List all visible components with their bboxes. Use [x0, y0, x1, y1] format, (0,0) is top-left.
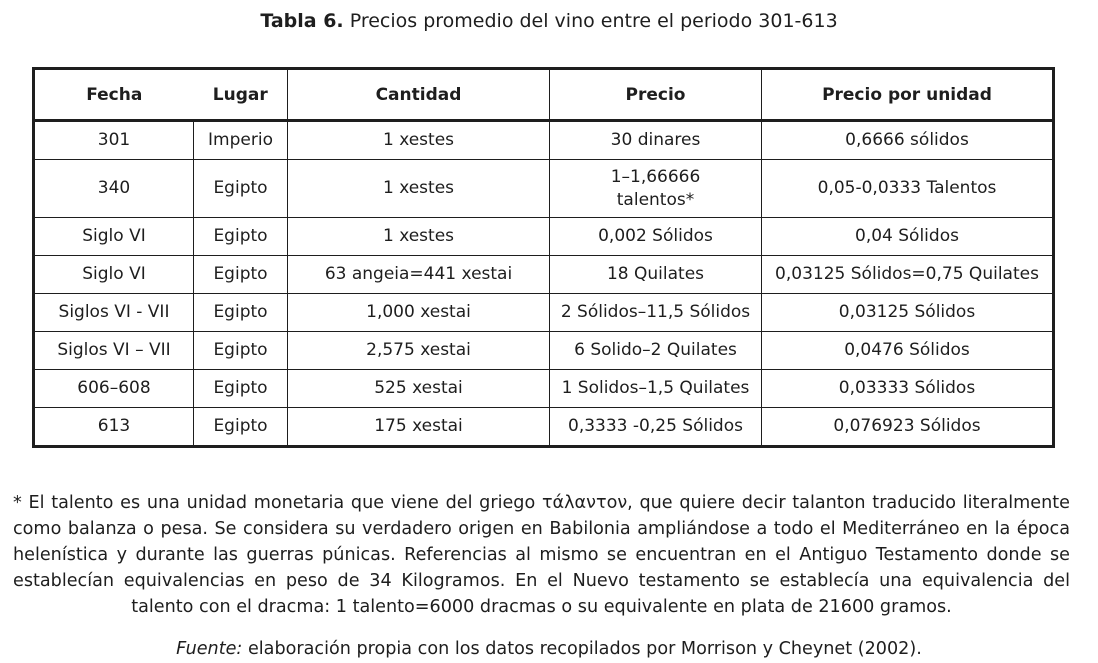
cell-cantidad: 1 xestes [288, 160, 550, 218]
header-cantidad: Cantidad [288, 69, 550, 121]
cell-precio-por-unidad: 0,04 Sólidos [762, 218, 1054, 256]
cell-cantidad: 525 xestai [288, 370, 550, 408]
cell-precio: 6 Solido–2 Quilates [550, 332, 762, 370]
table-row [34, 256, 1054, 294]
header-precio: Precio [550, 69, 762, 121]
table-row [34, 121, 1054, 160]
cell-precio: 1 Solidos–1,5 Quilates [550, 370, 762, 408]
cell-fecha: Siglos VI - VII [34, 294, 194, 332]
table-row [34, 370, 1054, 408]
header-lugar: Lugar [194, 69, 288, 121]
cell-cantidad: 1 xestes [288, 218, 550, 256]
cell-fecha: 301 [34, 121, 194, 160]
cell-lugar: Egipto [194, 408, 288, 447]
cell-fecha: 606–608 [34, 370, 194, 408]
table-caption-label: Tabla 6. [260, 10, 344, 32]
header-fecha: Fecha [34, 69, 194, 121]
cell-lugar: Egipto [194, 294, 288, 332]
footnote: * El talento es una unidad monetaria que viene del griego τάλαντον, que quiere decir talanton traducido literalmente como balanza o pesa. Se considera su verdadero origen en Babilonia ampliándose a todo el Mediterráneo en la época helenística y durante las guerras púnicas. Referencias al mismo se encuentran en el Antiguo Testamento donde se establecían equivalencias en peso de 34 Kilogramos. En el Nuevo testamento se establecía una equivalencia del talento con el dracma: 1 talento=6000 dracmas o su equivalente en plata de 21600 gramos. [13, 493, 1070, 617]
cell-precio: 30 dinares [550, 121, 762, 160]
cell-cantidad: 175 xestai [288, 408, 550, 447]
cell-lugar: Imperio [194, 121, 288, 160]
cell-fecha: Siglo VI [34, 256, 194, 294]
table-header-row [34, 69, 1054, 121]
cell-cantidad: 2,575 xestai [288, 332, 550, 370]
wine-prices-table [32, 67, 1055, 448]
cell-lugar: Egipto [194, 370, 288, 408]
cell-precio-por-unidad: 0,0476 Sólidos [762, 332, 1054, 370]
cell-precio-por-unidad: 0,6666 sólidos [762, 121, 1054, 160]
cell-cantidad: 1 xestes [288, 121, 550, 160]
cell-fecha: 613 [34, 408, 194, 447]
table-row [34, 294, 1054, 332]
cell-precio: 0,002 Sólidos [550, 218, 762, 256]
cell-precio-por-unidad: 0,05-0,0333 Talentos [762, 160, 1054, 218]
table-row [34, 160, 1054, 218]
cell-precio: 18 Quilates [550, 256, 762, 294]
cell-precio: 0,3333 -0,25 Sólidos [550, 408, 762, 447]
source-label: Fuente: [176, 639, 243, 659]
table-caption [0, 8, 1098, 34]
cell-cantidad: 1,000 xestai [288, 294, 550, 332]
cell-lugar: Egipto [194, 332, 288, 370]
table-row [34, 408, 1054, 447]
cell-fecha: Siglos VI – VII [34, 332, 194, 370]
cell-lugar: Egipto [194, 256, 288, 294]
source-note [0, 636, 1098, 662]
cell-fecha: Siglo VI [34, 218, 194, 256]
table-row [34, 332, 1054, 370]
cell-lugar: Egipto [194, 218, 288, 256]
cell-precio-por-unidad: 0,076923 Sólidos [762, 408, 1054, 447]
table-caption-text: Precios promedio del vino entre el periodo 301-613 [349, 10, 838, 32]
cell-precio-por-unidad: 0,03125 Sólidos [762, 294, 1054, 332]
cell-lugar: Egipto [194, 160, 288, 218]
cell-precio: 2 Sólidos–11,5 Sólidos [550, 294, 762, 332]
cell-precio-por-unidad: 0,03125 Sólidos=0,75 Quilates [762, 256, 1054, 294]
source-text: elaboración propia con los datos recopilados por Morrison y Cheynet (2002). [247, 639, 922, 659]
cell-precio: 1–1,66666 talentos* [550, 160, 762, 218]
header-precio-por-unidad: Precio por unidad [762, 69, 1054, 121]
table-row [34, 218, 1054, 256]
cell-cantidad: 63 angeia=441 xestai [288, 256, 550, 294]
cell-precio-por-unidad: 0,03333 Sólidos [762, 370, 1054, 408]
cell-fecha: 340 [34, 160, 194, 218]
